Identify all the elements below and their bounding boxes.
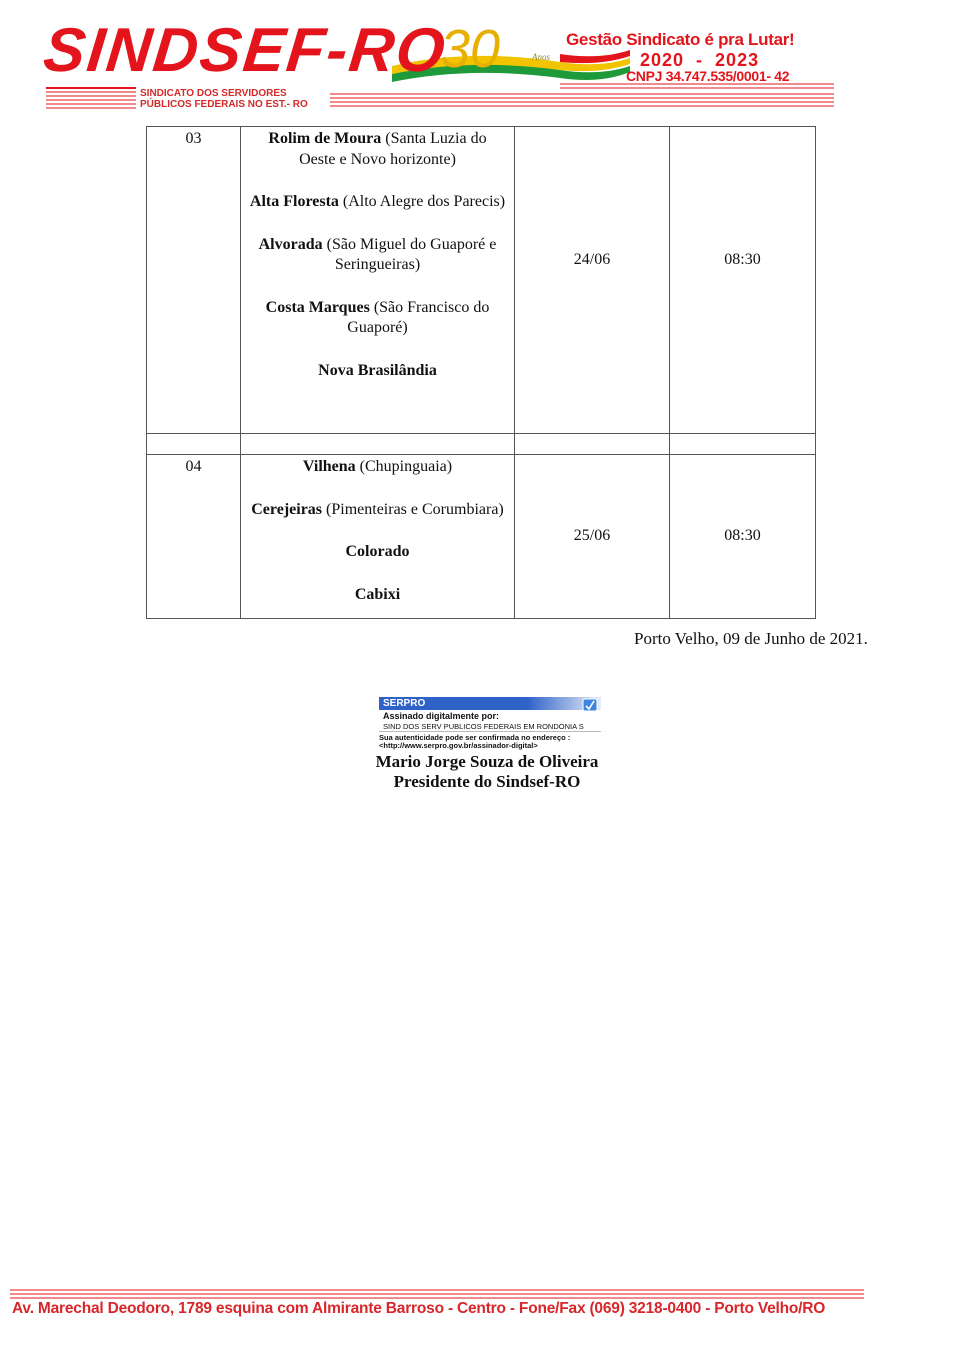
spacer-cell [515,434,670,455]
cities-cell [241,455,515,619]
city-name: Nova Brasilândia [318,361,437,379]
slogan: Gestão Sindicato é pra Lutar! [566,30,795,49]
city-name: Alta Floresta [249,193,339,210]
city-entry [249,296,506,339]
spacer-cell [670,434,816,455]
union-logo-wordmark: SINDSEF-RO [40,16,451,85]
place-and-date: Porto Velho, 09 de Junho de 2021. [634,629,868,648]
city-name: Vilhena [302,458,356,475]
table-row [147,455,816,619]
city-entry [249,359,506,382]
digital-signature-stamp [379,697,601,749]
stamp-verification-url: <http://www.serpro.gov.br/assinador-digital> [379,741,538,750]
city-entry [249,583,506,606]
term-years: 2020 - 2023 [640,50,760,70]
city-detail: (Chupinguaia) [359,458,453,475]
table-row [147,127,816,434]
city-name: Alvorada [258,235,323,253]
group-number-cell [147,127,241,434]
date-cell: 25/06 [515,455,670,619]
city-entry [249,498,506,521]
city-detail: (Pimenteiras e Corumbiara) [326,500,504,518]
stamp-divider [379,731,601,732]
union-logo-subtitle [140,88,308,110]
cities-cell [241,127,515,434]
city-detail: (Santa Luzia do Oeste e Novo horizonte) [299,130,487,168]
spacer-cell [147,434,241,455]
city-detail: (São Francisco do Guaporé) [347,298,490,336]
stamp-signer-entity: SIND DOS SERV PUBLICOS FEDERAIS EM RONDONIA S [383,722,584,731]
stamp-verification-note [379,734,570,750]
group-number: 03 [185,130,202,147]
footer-rules [0,1288,960,1300]
stamp-verification-text: Sua autenticidade pode ser confirmada no endereço : [379,733,571,742]
spacer-cell [241,434,515,455]
letterhead [0,0,960,120]
city-detail: (São Miguel do Guaporé e Seringueiras) [326,235,497,273]
signatory-name: Mario Jorge Souza de Oliveira [375,752,599,771]
city-name: Costa Marques [265,298,370,316]
stamp-signed-by-label: Assinado digitalmente por: [383,711,500,721]
certificate-icon [582,698,598,712]
group-number: 04 [185,458,202,475]
city-name: Cabixi [354,585,401,603]
footer-address: Av. Marechal Deodoro, 1789 esquina com Almirante Barroso - Centro - Fone/Fax (069) 3218-0400 - Porto Velho/RO [12,1300,826,1317]
cnpj-number: CNPJ 34.747.535/0001- 42 [626,68,790,84]
date-cell: 24/06 [515,127,670,434]
city-name: Rolim de Moura [268,130,382,147]
signatory-role: Presidente do Sindsef-RO [393,772,581,791]
table-spacer-row [147,434,816,455]
city-entry [249,233,506,276]
city-entry [249,455,506,478]
logo-subtitle-line1: SINDICATO DOS SERVIDORES [140,88,287,99]
schedule-table [146,126,816,619]
group-number-cell [147,455,241,619]
city-detail: (Alto Alegre dos Parecis) [342,193,506,210]
city-name: Cerejeiras [251,500,323,518]
time-cell: 08:30 [670,127,816,434]
city-entry [249,127,506,170]
city-entry [249,540,506,563]
anniversary-word: Anos [532,52,550,62]
anniversary-number: 30 [440,19,501,79]
serpro-logo: SERPRO [383,698,426,709]
logo-subtitle-line2: PÚBLICOS FEDERAIS NO EST.- RO [140,99,308,110]
city-name: Colorado [345,543,410,560]
city-entry [249,190,506,213]
time-cell: 08:30 [670,455,816,619]
